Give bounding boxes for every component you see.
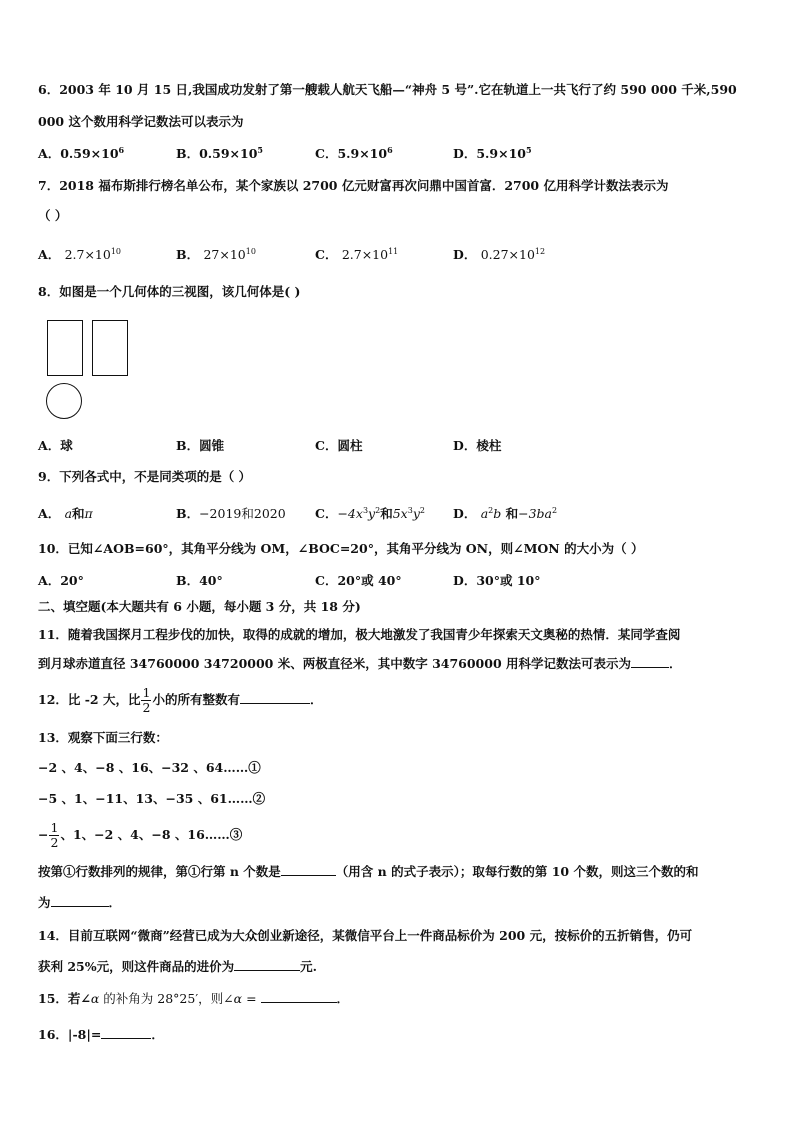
answer-blank[interactable] [240,691,310,704]
q14-line1: 14．目前互联网“微商”经营已成为大众创业新途径，某微信平台上一件商品标价为 200 元，按标价的五折销售，仍可 [38,928,693,943]
q7-line1: 7．2018 福布斯排行榜名单公布，某个家族以 2700 亿元财富再次问鼎中国首富．2700 亿用科学计数法表示为 [38,178,669,193]
q7-line2: （ ） [38,208,68,223]
answer-blank[interactable] [234,958,300,971]
q6-option-d: D．$5.9\times 10^5$ [453,144,532,161]
answer-blank[interactable] [631,655,669,668]
q8-option-c: C．圆柱 [315,438,363,453]
q8-line1: 8．如图是一个几何体的三视图，该几何体是( ) [38,284,301,299]
q6-option-a: A．$0.59\times 10^6$ [38,144,125,161]
answer-blank[interactable] [261,990,337,1003]
q10-option-a: A．20° [38,573,84,588]
q7-option-d: D． $0.27\times 10^{12}$ [453,246,546,262]
q8-option-a: A．球 [38,438,73,453]
top-view-circle [46,383,82,419]
answer-blank[interactable] [51,894,109,907]
q9-line1: 9．下列各式中，不是同类项的是（ ） [38,469,252,484]
q6-option-b: B．$0.59\times 10^5$ [176,144,263,161]
q13-row3: − $\frac{1}{2}$ 、1、−2 、4、−8 、16……③ [38,820,243,850]
q8-option-d: D．棱柱 [453,438,502,453]
q9-option-a: A． a和π [38,506,93,521]
q7-option-c: C． $2.7\times 10^{11}$ [315,246,399,262]
q12-line: 12．比 -2 大，比 $\frac{1}{2}$ 小的所有整数有 ． [38,685,323,715]
q15-line: 15．若∠α 的补角为 28°25′，则∠α = ． [38,991,350,1006]
answer-blank[interactable] [281,863,336,876]
q9-option-c: C．$-4x^3y^2$和$5x^3y^2$ [315,505,425,521]
section-heading: 二、填空题(本大题共有 6 小题，每小题 3 分，共 18 分) [38,599,361,614]
q13-row1: −2 、4、−8 、16、−32 、64……① [38,760,261,775]
q7-option-b: B． $27\times 10^{10}$ [176,246,256,262]
q10-option-d: D．30°或 10° [453,573,541,588]
q9-option-b: B．−2019和2020 [176,506,286,521]
q13-line1: 13．观察下面三行数： [38,730,168,745]
q11-line2: 到月球赤道直径 34760000 34720000 米、两极直径米，其中数字 34760000 用科学记数法可表示为 ． [38,656,682,671]
q6-option-c: C．$5.9\times 10^6$ [315,144,393,161]
q13-line6: 为 ． [38,895,122,910]
answer-blank[interactable] [101,1026,151,1039]
q16-line: 16．|-8|= ． [38,1027,164,1042]
side-view-rectangle [92,320,128,376]
q6-line1: 6．2003 年 10 月 15 日,我国成功发射了第一艘载人航天飞船—“神舟 5 号”.它在轨道上一共飞行了约 590 000 千米,590 [38,82,737,97]
q13-row2: −5 、1、−11、13、−35 、61……② [38,791,266,806]
q11-line1: 11．随着我国探月工程步伐的加快，取得的成就的增加，极大地激发了我国青少年探索天文奥秘的热情．某同学查阅 [38,627,681,642]
q10-line1: 10．已知∠AOB=60°，其角平分线为 OM，∠BOC=20°，其角平分线为 ON，则∠MON 的大小为（ ） [38,541,644,556]
front-view-rectangle [47,320,83,376]
q13-line5: 按第①行数排列的规律，第①行第 n 个数是 （用含 n 的式子表示）；取每行数的第 10 个数，则这三个数的和 [38,864,699,879]
q10-option-c: C．20°或 40° [315,573,402,588]
q7-option-a: A． $2.7\times 10^{10}$ [38,246,122,262]
q10-option-b: B．40° [176,573,223,588]
q14-line2: 获利 25%元，则这件商品的进价为 元. [38,959,317,974]
q9-option-d: D． $a^2b$ 和$-3ba^2$ [453,505,558,521]
q8-option-b: B．圆锥 [176,438,225,453]
q6-line2: 000 这个数用科学记数法可以表示为 [38,114,244,129]
